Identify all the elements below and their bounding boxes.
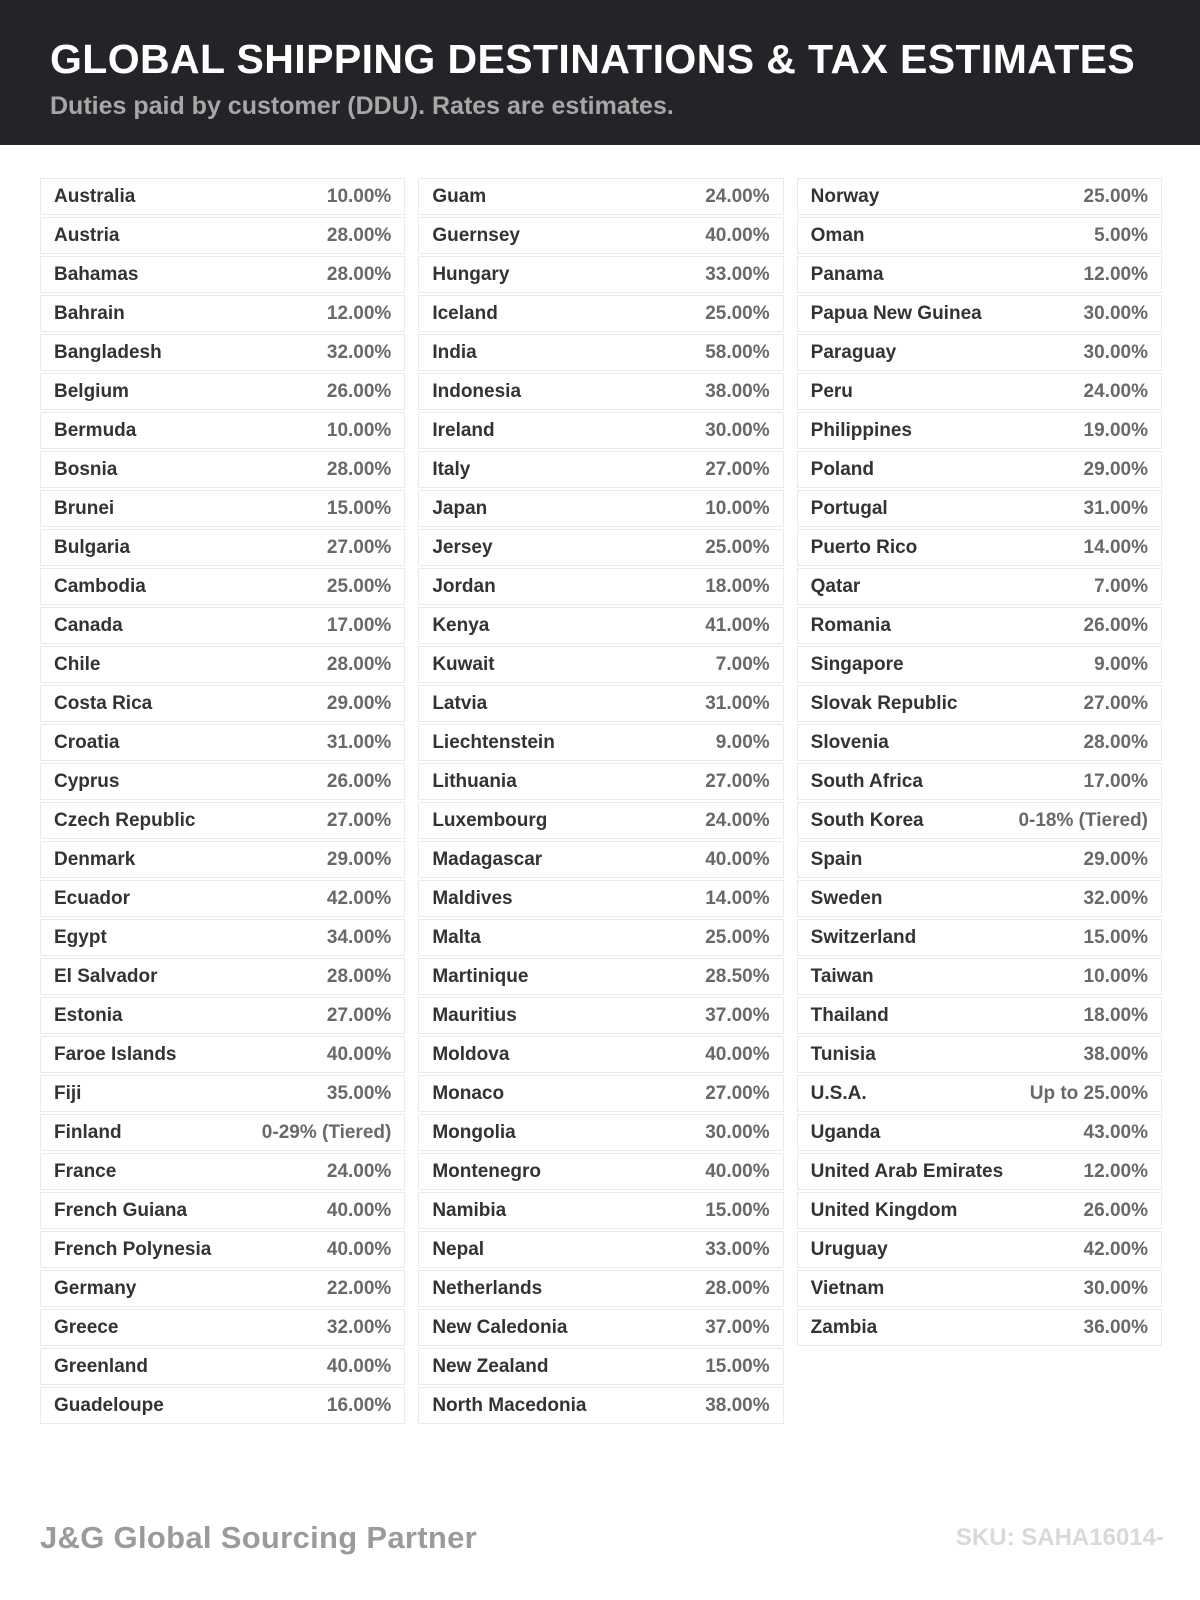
country-name: Poland [810,458,874,480]
country-name: Latvia [432,692,488,714]
table-row [40,412,405,449]
table-row [418,724,783,761]
country-name: French Polynesia [54,1238,212,1260]
tax-rate: 33.00% [705,1238,770,1260]
tax-rate: 17.00% [1083,770,1148,792]
tax-rate: 26.00% [1083,1199,1148,1221]
country-name: Slovak Republic [810,692,958,714]
table-row [797,1192,1162,1229]
country-name: Chile [54,653,101,675]
tax-rate: 37.00% [705,1004,770,1026]
table-row [40,256,405,293]
table-row [797,295,1162,332]
country-name: Slovenia [810,731,889,753]
country-name: Nepal [432,1238,485,1260]
table-row [418,1348,783,1385]
page-title: GLOBAL SHIPPING DESTINATIONS & TAX ESTIMATES [50,36,1136,82]
country-name: Monaco [432,1082,505,1104]
tax-rate: 28.00% [326,965,392,987]
country-name: India [432,341,477,363]
table-row [40,607,405,644]
tax-rate: 16.00% [326,1394,392,1416]
table-row [418,841,783,878]
tax-rate: 28.00% [705,1277,770,1299]
table-row [40,1153,405,1190]
table-row [797,451,1162,488]
country-name: Jersey [432,536,493,558]
country-name: Thailand [810,1004,889,1026]
country-name: Bahamas [54,263,139,285]
table-row [418,958,783,995]
country-name: Italy [432,458,471,480]
tax-rate: 27.00% [326,536,392,558]
table-row [797,1270,1162,1307]
country-name: Namibia [432,1199,507,1221]
country-name: Guam [432,185,487,207]
tax-rate: 26.00% [1083,614,1148,636]
table-row [797,568,1162,605]
tax-rate: 42.00% [326,887,392,909]
country-name: Denmark [54,848,136,870]
country-name: Netherlands [432,1277,543,1299]
table-row [797,841,1162,878]
table-row [40,373,405,410]
table-row [797,1309,1162,1346]
table-row [797,685,1162,722]
country-name: Austria [54,224,120,246]
tax-rate: 12.00% [1083,1160,1148,1182]
tax-rate: 25.00% [1083,185,1148,207]
table-row [40,763,405,800]
table-row [797,490,1162,527]
table-row [418,607,783,644]
tax-rate: 31.00% [326,731,392,753]
table-row [418,451,783,488]
table-row [797,1231,1162,1268]
tax-rate: 31.00% [1083,497,1148,519]
table-row [40,919,405,956]
brand-name: J&G Global Sourcing Partner [40,1520,478,1555]
table-row [40,295,405,332]
tax-rate: 40.00% [326,1355,392,1377]
table-row [418,802,783,839]
table-row [40,958,405,995]
country-name: Romania [810,614,891,636]
country-name: Mauritius [432,1004,517,1026]
country-name: Uruguay [810,1238,888,1260]
table-row [797,1036,1162,1073]
table-row [418,1192,783,1229]
country-name: Oman [810,224,865,246]
country-name: Bosnia [54,458,118,480]
country-name: Philippines [810,419,913,441]
tax-rate: 29.00% [326,848,392,870]
table-row [40,178,405,215]
country-name: South Africa [810,770,923,792]
country-name: Ireland [432,419,495,441]
country-name: Luxembourg [432,809,548,831]
table-row [797,412,1162,449]
country-name: Maldives [432,887,513,909]
tax-rate: 30.00% [1083,1277,1148,1299]
table-row [40,334,405,371]
tax-rate: 35.00% [326,1082,392,1104]
tax-rate: 40.00% [326,1238,392,1260]
table-row [418,334,783,371]
tax-rate: 0-18% (Tiered) [1018,809,1148,831]
tax-rate: 41.00% [705,614,770,636]
tax-rate: 27.00% [326,1004,392,1026]
table-row [418,295,783,332]
tax-rate: 25.00% [326,575,392,597]
tax-rate: 40.00% [705,224,770,246]
page-subtitle: Duties paid by customer (DDU). Rates are estimates. [50,92,674,120]
tax-rate: 28.00% [326,653,392,675]
tax-rate: 7.00% [715,653,770,675]
sku-label: SKU: SAHA16014- [955,1524,1164,1551]
table-row [418,178,783,215]
tax-rate: 9.00% [1094,653,1148,675]
tax-rate: 30.00% [705,1121,770,1143]
tax-rate: 19.00% [1083,419,1148,441]
tax-rate: 27.00% [1083,692,1148,714]
tax-rate: 32.00% [326,341,392,363]
country-name: Sweden [810,887,883,909]
tax-rate: 17.00% [326,614,392,636]
country-name: Guadeloupe [54,1394,164,1416]
rate-column [797,178,1162,1348]
table-row [40,1309,405,1346]
tax-rate: 31.00% [705,692,770,714]
country-name: Indonesia [432,380,522,402]
country-name: Lithuania [432,770,517,792]
country-name: Greece [54,1316,119,1338]
table-row [418,568,783,605]
tax-rate: 32.00% [326,1316,392,1338]
tax-rate: 10.00% [326,419,392,441]
country-name: Hungary [432,263,510,285]
table-row [797,178,1162,215]
table-row [418,1075,783,1112]
table-row [40,646,405,683]
tax-rate-table [0,145,1200,1426]
country-name: Madagascar [432,848,543,870]
table-row [418,880,783,917]
table-row [40,1075,405,1112]
tax-rate: 29.00% [326,692,392,714]
table-row [418,1309,783,1346]
country-name: Uganda [810,1121,881,1143]
tax-rate: 37.00% [705,1316,770,1338]
country-name: New Caledonia [432,1316,568,1338]
country-name: Puerto Rico [810,536,918,558]
rate-column [40,178,405,1426]
country-name: Bangladesh [54,341,162,363]
tax-rate: 15.00% [705,1199,770,1221]
country-name: French Guiana [54,1199,188,1221]
tax-rate: 27.00% [326,809,392,831]
table-row [40,841,405,878]
table-row [797,997,1162,1034]
table-row [797,958,1162,995]
tax-rate: 14.00% [705,887,770,909]
tax-rate: 10.00% [326,185,392,207]
tax-rate: 10.00% [705,497,770,519]
tax-rate: 25.00% [705,536,770,558]
country-name: Iceland [432,302,498,324]
page-footer [40,1520,1164,1556]
table-row [418,763,783,800]
table-row [40,529,405,566]
country-name: Paraguay [810,341,897,363]
table-row [418,997,783,1034]
country-name: El Salvador [54,965,158,987]
country-name: Zambia [810,1316,878,1338]
table-row [797,802,1162,839]
country-name: Liechtenstein [432,731,555,753]
tax-rate: 38.00% [705,1394,770,1416]
table-row [40,1231,405,1268]
country-name: North Macedonia [432,1394,587,1416]
tax-rate: 26.00% [326,380,392,402]
tax-rate: Up to 25.00% [1029,1082,1148,1104]
country-name: Papua New Guinea [810,302,982,324]
table-row [418,373,783,410]
country-name: Greenland [54,1355,148,1377]
country-name: Malta [432,926,481,948]
table-row [797,646,1162,683]
page-header [0,0,1200,145]
table-row [418,256,783,293]
table-row [40,1387,405,1424]
tax-rate: 14.00% [1083,536,1148,558]
country-name: Taiwan [810,965,874,987]
tax-rate: 28.00% [326,458,392,480]
tax-rate: 40.00% [705,1043,770,1065]
table-row [418,1036,783,1073]
tax-rate: 27.00% [705,1082,770,1104]
tax-rate: 38.00% [1083,1043,1148,1065]
country-name: Switzerland [810,926,917,948]
tax-rate: 30.00% [1083,341,1148,363]
country-name: Bahrain [54,302,125,324]
country-name: Jordan [432,575,496,597]
tax-rate: 5.00% [1094,224,1148,246]
table-row [40,880,405,917]
table-row [40,568,405,605]
table-row [418,490,783,527]
table-row [418,646,783,683]
tax-rate: 15.00% [1083,926,1148,948]
table-row [797,529,1162,566]
country-name: New Zealand [432,1355,549,1377]
country-name: Panama [810,263,884,285]
country-name: Canada [54,614,123,636]
country-name: Bermuda [54,419,137,441]
country-name: Kenya [432,614,490,636]
tax-rate: 34.00% [326,926,392,948]
table-row [418,217,783,254]
table-row [418,1114,783,1151]
table-row [418,685,783,722]
country-name: Japan [432,497,488,519]
country-name: Qatar [810,575,861,597]
table-row [40,724,405,761]
tax-rate: 10.00% [1083,965,1148,987]
country-name: South Korea [810,809,924,831]
tax-rate: 15.00% [705,1355,770,1377]
tax-rate: 24.00% [705,809,770,831]
tax-rate: 40.00% [326,1199,392,1221]
tax-rate: 36.00% [1083,1316,1148,1338]
country-name: Brunei [54,497,115,519]
rate-column [418,178,783,1426]
country-name: Guernsey [432,224,520,246]
table-row [40,1114,405,1151]
tax-rate: 7.00% [1094,575,1148,597]
country-name: Moldova [432,1043,510,1065]
tax-rate: 40.00% [326,1043,392,1065]
tax-rate: 33.00% [705,263,770,285]
country-name: Singapore [810,653,904,675]
tax-rate: 42.00% [1083,1238,1148,1260]
table-row [797,256,1162,293]
table-row [418,1387,783,1424]
tax-rate: 40.00% [705,1160,770,1182]
tax-rate: 27.00% [705,458,770,480]
tax-rate: 15.00% [326,497,392,519]
tax-rate: 12.00% [326,302,392,324]
country-name: Spain [810,848,863,870]
country-name: Croatia [54,731,120,753]
table-row [40,1348,405,1385]
table-row [40,1270,405,1307]
country-name: Martinique [432,965,529,987]
country-name: Vietnam [810,1277,885,1299]
tax-rate: 9.00% [715,731,770,753]
tax-rate: 18.00% [1083,1004,1148,1026]
table-row [40,1192,405,1229]
country-name: Finland [54,1121,122,1143]
country-name: United Arab Emirates [810,1160,1004,1182]
country-name: France [54,1160,117,1182]
tax-rate: 58.00% [705,341,770,363]
tax-rate: 12.00% [1083,263,1148,285]
table-row [40,1036,405,1073]
table-row [40,997,405,1034]
country-name: Cambodia [54,575,146,597]
table-row [418,412,783,449]
country-name: Australia [54,185,136,207]
table-row [797,1114,1162,1151]
country-name: Costa Rica [54,692,153,714]
country-name: Bulgaria [54,536,131,558]
tax-rate: 28.00% [326,224,392,246]
country-name: Czech Republic [54,809,196,831]
country-name: Kuwait [432,653,495,675]
tax-rate: 25.00% [705,302,770,324]
table-row [797,880,1162,917]
table-row [797,217,1162,254]
table-row [797,763,1162,800]
tax-rate: 18.00% [705,575,770,597]
country-name: United Kingdom [810,1199,958,1221]
country-name: Portugal [810,497,888,519]
table-row [797,334,1162,371]
table-row [418,1231,783,1268]
tax-rate: 28.00% [1083,731,1148,753]
tax-rate: 29.00% [1083,848,1148,870]
country-name: Fiji [54,1082,82,1104]
table-row [40,490,405,527]
tax-rate: 32.00% [1083,887,1148,909]
country-name: Norway [810,185,880,207]
country-name: Estonia [54,1004,123,1026]
country-name: Cyprus [54,770,120,792]
table-row [797,724,1162,761]
table-row [797,607,1162,644]
country-name: Peru [810,380,853,402]
tax-rate: 0-29% (Tiered) [261,1121,392,1143]
table-row [418,529,783,566]
country-name: Germany [54,1277,137,1299]
tax-rate: 22.00% [326,1277,392,1299]
country-name: Tunisia [810,1043,876,1065]
country-name: Egypt [54,926,107,948]
table-row [797,919,1162,956]
table-row [797,373,1162,410]
table-row [40,802,405,839]
tax-rate: 29.00% [1083,458,1148,480]
country-name: Faroe Islands [54,1043,177,1065]
table-row [418,919,783,956]
tax-rate: 30.00% [1083,302,1148,324]
country-name: Belgium [54,380,129,402]
table-row [40,217,405,254]
country-name: U.S.A. [810,1082,867,1104]
table-row [418,1270,783,1307]
tax-rate: 30.00% [705,419,770,441]
tax-rate: 27.00% [705,770,770,792]
tax-rate: 24.00% [1083,380,1148,402]
tax-rate: 26.00% [326,770,392,792]
tax-rate: 24.00% [326,1160,392,1182]
table-row [797,1075,1162,1112]
table-row [40,685,405,722]
tax-rate: 28.00% [326,263,392,285]
table-row [797,1153,1162,1190]
tax-rate: 43.00% [1083,1121,1148,1143]
tax-rate: 40.00% [705,848,770,870]
table-row [40,451,405,488]
tax-rate: 28.50% [705,965,770,987]
tax-rate: 38.00% [705,380,770,402]
tax-rate: 25.00% [705,926,770,948]
country-name: Montenegro [432,1160,542,1182]
country-name: Mongolia [432,1121,516,1143]
table-row [418,1153,783,1190]
tax-rate: 24.00% [705,185,770,207]
country-name: Ecuador [54,887,131,909]
